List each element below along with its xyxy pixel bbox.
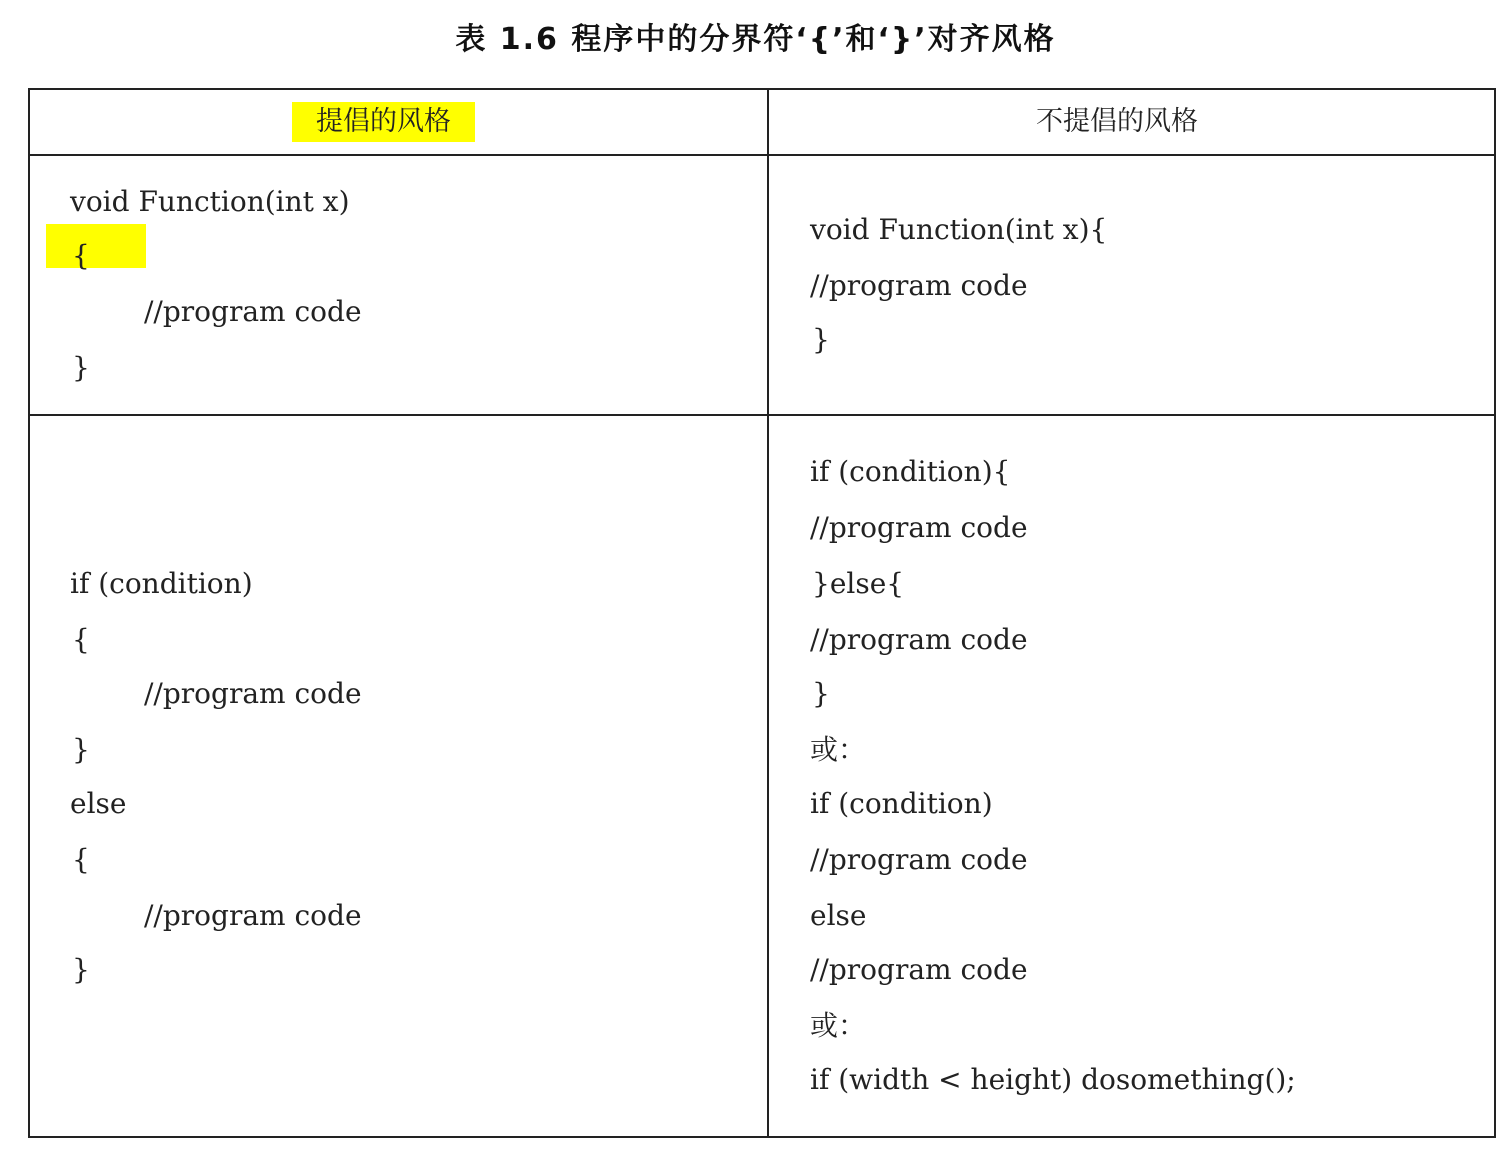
code-line: } bbox=[72, 953, 90, 986]
code-line: //program code bbox=[144, 899, 362, 932]
code-line: //program code bbox=[810, 269, 1028, 302]
code-line: } bbox=[812, 323, 830, 356]
code-line: //program code bbox=[144, 677, 362, 710]
code-line: }else{ bbox=[812, 567, 905, 600]
code-line: } bbox=[812, 677, 830, 710]
code-line: //program code bbox=[810, 511, 1028, 544]
code-line: } bbox=[72, 351, 90, 384]
header-not-recommended-style: 不提倡的风格 bbox=[1036, 106, 1198, 137]
column-divider bbox=[767, 90, 769, 1136]
style-comparison-table bbox=[28, 88, 1496, 1138]
code-line: { bbox=[72, 623, 90, 656]
code-line: 或： bbox=[810, 733, 867, 766]
code-line: if (condition){ bbox=[810, 455, 1011, 488]
code-line: if (width < height) dosomething(); bbox=[810, 1063, 1296, 1096]
code-line: { bbox=[72, 239, 90, 272]
code-line: //program code bbox=[144, 295, 362, 328]
table-caption: 表 1.6 程序中的分界符‘{’和‘}’对齐风格 bbox=[455, 22, 1056, 57]
code-line: //program code bbox=[810, 843, 1028, 876]
header-recommended-style: 提倡的风格 bbox=[292, 102, 475, 142]
code-line: if (condition) bbox=[70, 567, 253, 600]
code-line: //program code bbox=[810, 953, 1028, 986]
code-line: else bbox=[810, 899, 867, 932]
code-line: { bbox=[72, 843, 90, 876]
code-line: void Function(int x){ bbox=[810, 213, 1108, 246]
code-line: void Function(int x) bbox=[70, 185, 350, 218]
row-divider bbox=[30, 414, 1494, 416]
header-divider bbox=[30, 154, 1494, 156]
code-line: else bbox=[70, 787, 127, 820]
code-line: 或： bbox=[810, 1009, 867, 1042]
code-line: } bbox=[72, 733, 90, 766]
brace-highlight bbox=[46, 224, 146, 268]
code-line: //program code bbox=[810, 623, 1028, 656]
code-line: if (condition) bbox=[810, 787, 993, 820]
